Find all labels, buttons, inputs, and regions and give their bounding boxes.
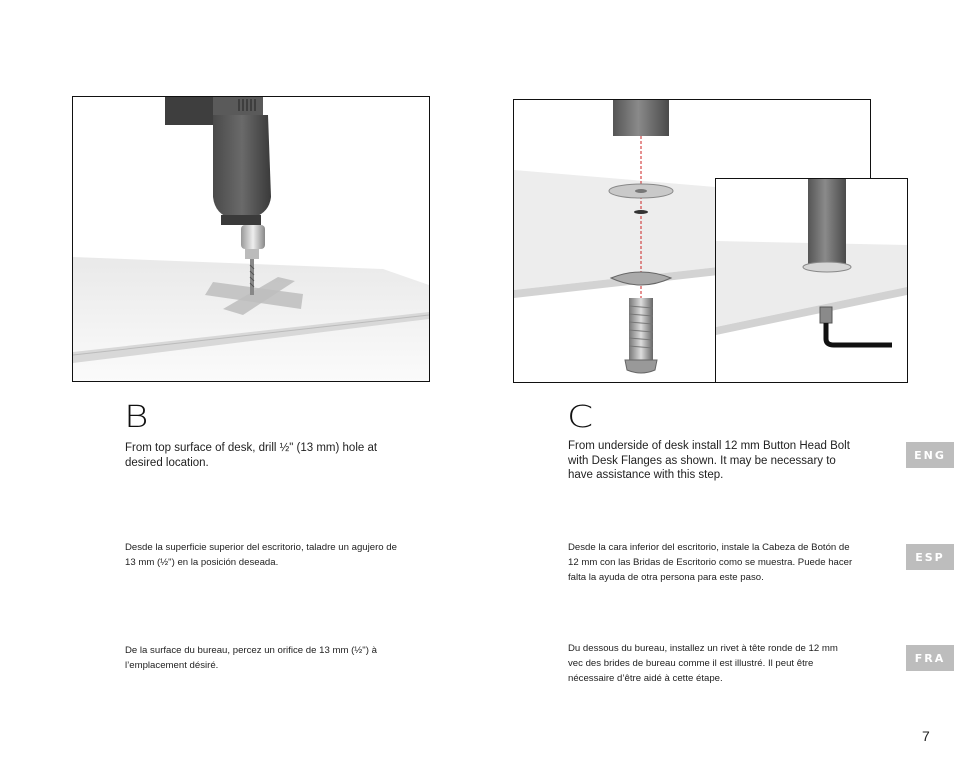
illustration-drill [72, 96, 430, 382]
step-b-letter: B [124, 400, 149, 435]
lang-tab-fra[interactable]: FRA [906, 645, 954, 671]
lang-tab-esp[interactable]: ESP [906, 544, 954, 570]
step-b-text-fr: De la surface du bureau, percez un orifice de 13 mm (½") à l’emplacement désiré. [125, 645, 377, 671]
inset-illustration [716, 179, 907, 382]
step-c-text-es: Desde la cara inferior del escritorio, instale la Cabeza de Botón de 12 mm con las Bridas de Escritorio como se muestra. Puede hacer falta la ayuda de otra persona para este paso. [568, 542, 853, 583]
step-b-text-es: Desde la superficie superior del escritorio, taladre un agujero de 13 mm (½") en la posición deseada. [125, 542, 397, 568]
drill-illustration [73, 97, 429, 381]
step-b-text-en: From top surface of desk, drill ½" (13 mm) hole at desired location. [125, 442, 378, 469]
step-c-letter: C [567, 400, 594, 435]
step-c-text-en: From underside of desk install 12 mm Button Head Bolt with Desk Flanges as shown. It may be necessary to have assistance with this step. [568, 440, 850, 481]
lang-tab-eng[interactable]: ENG [906, 442, 954, 468]
illustration-bolt-installed-inset [715, 178, 908, 383]
step-c-text-fr: Du dessous du bureau, installez un rivet à tête ronde de 12 mm vec des brides de bureau comme il est illustré. Il peut être nécessaire d’être aidé à cette étape. [568, 643, 838, 684]
page-number: 7 [922, 728, 930, 744]
